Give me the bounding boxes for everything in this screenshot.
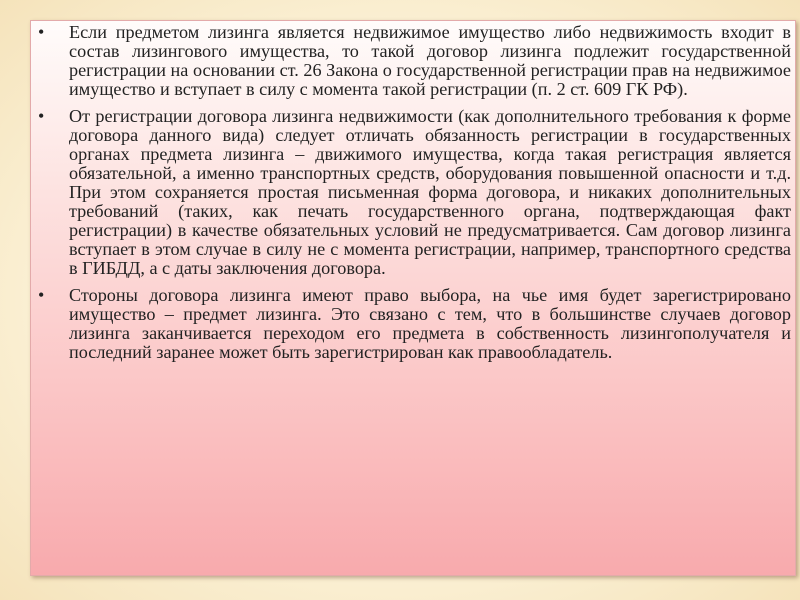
bullet-item <box>38 285 791 362</box>
bullet-marker: • <box>38 285 45 305</box>
bullet-text: От регистрации договора лизинга недвижимости (как дополнительного требования к форме договора данного вида) следует отличать обязанность регистрации в государственных органах предмета лизинга – движимого имущества, когда такая регистрация является обязательной, а именно транспортных средств, оборудования повышенной опасности и т.д. При этом сохраняется простая письменная форма договора, и никаких дополнительных требований (таких, как печать государственного органа, подтверждающая факт регистрации) в качестве обязательных условий не предусматривается. Сам договор лизинга вступает в этом случае в силу не с момента регистрации, например, транспортного средства в ГИБДД, а с даты заключения договора. <box>69 106 791 278</box>
bullet-text: Стороны договора лизинга имеют право выбора, на чье имя будет зарегистрировано имущество – предмет лизинга. Это связано с тем, что в большинстве случаев договор лизинга заканчивается переходом его предмета в собственность лизингополучателя и последний заранее может быть зарегистрирован как правообладатель. <box>69 285 791 362</box>
slide-content-panel <box>30 20 796 576</box>
bullet-item <box>38 22 791 99</box>
bullet-item <box>38 106 791 278</box>
bullet-marker: • <box>38 22 45 42</box>
bullet-text: Если предметом лизинга является недвижимое имущество либо недвижимость входит в состав лизингового имущества, то такой договор лизинга подлежит государственной регистрации на основании ст. 26 Закона о государственной регистрации прав на недвижимое имущество и вступает в силу с момента такой регистрации (п. 2 ст. 609 ГК РФ). <box>69 22 791 99</box>
bullet-list <box>31 21 795 362</box>
bullet-marker: • <box>38 106 45 126</box>
